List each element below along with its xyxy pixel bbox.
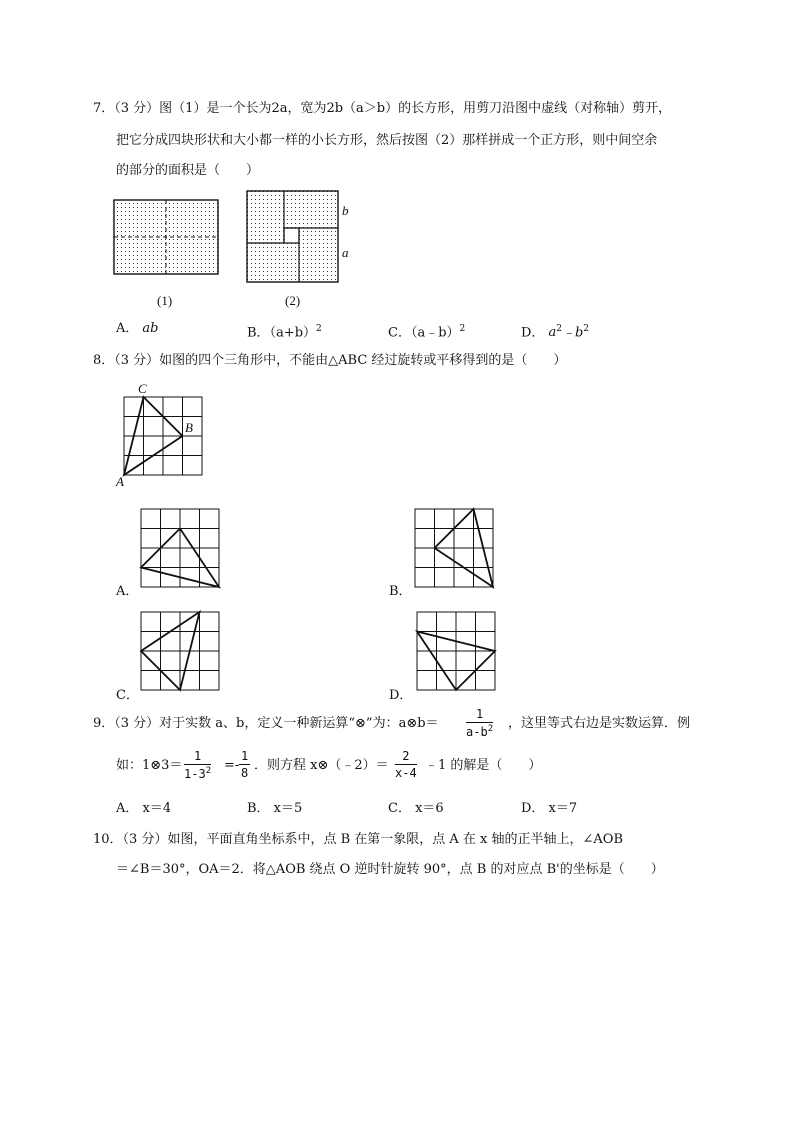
q7-figure-1 [112,198,222,278]
q9-example-eq: =- [224,758,240,773]
q7-option-b[interactable]: B．$(a+b)^2$ [247,324,322,341]
q9-option-b[interactable]: B． x＝5 [247,801,303,816]
q8-option-d-grid[interactable] [417,612,497,692]
q7-option-d[interactable]: D． $a^2﹣b^2$ [521,324,589,341]
q8-option-c-grid[interactable] [141,612,221,692]
q9-equation-fraction: $\frac{2}{x-4}$ [395,749,417,780]
q9-example-prefix: 如：1⊗3＝ [116,758,183,773]
q9-part2: ，这里等式右边是实数运算．例 [508,716,691,731]
q10-line2: ＝∠B＝30°，OA＝2．将△AOB 绕点 O 逆时针旋转 90°，点 B 的对应点 B'的坐标是（ ） [116,862,664,877]
q7-figure-2 [246,190,342,286]
q8-option-a-label[interactable]: A． [116,584,139,599]
q9-option-c[interactable]: C． x＝6 [388,801,444,816]
q9-example-fraction: $\frac{1}{1-3^2}$ [184,749,212,781]
q9-part1: 9．（3 分）对于实数 a、b，定义一种新运算“⊗”为：a⊗b＝ [93,716,439,731]
q9-option-d[interactable]: D． x＝7 [521,801,578,816]
q9-definition-fraction: $\frac{1}{a-b^2}$ [466,707,494,739]
q7-fig1-caption: (1) [157,293,173,308]
q8-reference-grid [124,397,204,477]
q8-stem: 8．（3 分）如图的四个三角形中，不能由△ABC 经过旋转或平移得到的是（ ） [93,353,567,368]
q7-fig2-label-a: a [342,245,349,260]
q8-option-c-label[interactable]: C． [116,688,139,703]
q7-fig2-label-b: b [342,203,349,218]
q8-label-a: A [116,474,124,489]
q9-example-mid: ．则方程 x⊗（﹣2）＝ [254,758,389,773]
q7-line1: 7．（3 分）图（1）是一个长为2a，宽为2b（a＞b）的长方形，用剪刀沿图中虚线（对称轴）剪开， [93,101,672,116]
q8-option-b-label[interactable]: B． [389,584,412,599]
q8-option-b-grid[interactable] [415,509,495,589]
q7-fig2-caption: (2) [285,293,301,308]
q7-option-a[interactable]: A． ab [116,321,159,336]
q9-example-fraction-2: $\frac{1}{8}$ [241,749,249,780]
q8-option-a-grid[interactable] [141,509,221,589]
q10-line1: 10．（3 分）如图，平面直角坐标系中，点 B 在第一象限，点 A 在 x 轴的正半轴上，∠AOB [93,832,624,847]
q7-line2: 把它分成四块形状和大小都一样的小长方形，然后按图（2）那样拼成一个正方形，则中间空余 [116,133,658,148]
q8-option-d-label[interactable]: D． [389,688,413,703]
q7-option-c[interactable]: C．（a﹣b）$^2$ [388,324,466,341]
q9-option-a[interactable]: A． x＝4 [116,801,172,816]
q8-label-c: C [138,381,147,396]
q8-label-b: B [185,420,193,435]
q7-line3: 的部分的面积是（ ） [116,163,260,178]
q9-example-suffix: ﹣1 的解是（ ） [425,758,542,773]
